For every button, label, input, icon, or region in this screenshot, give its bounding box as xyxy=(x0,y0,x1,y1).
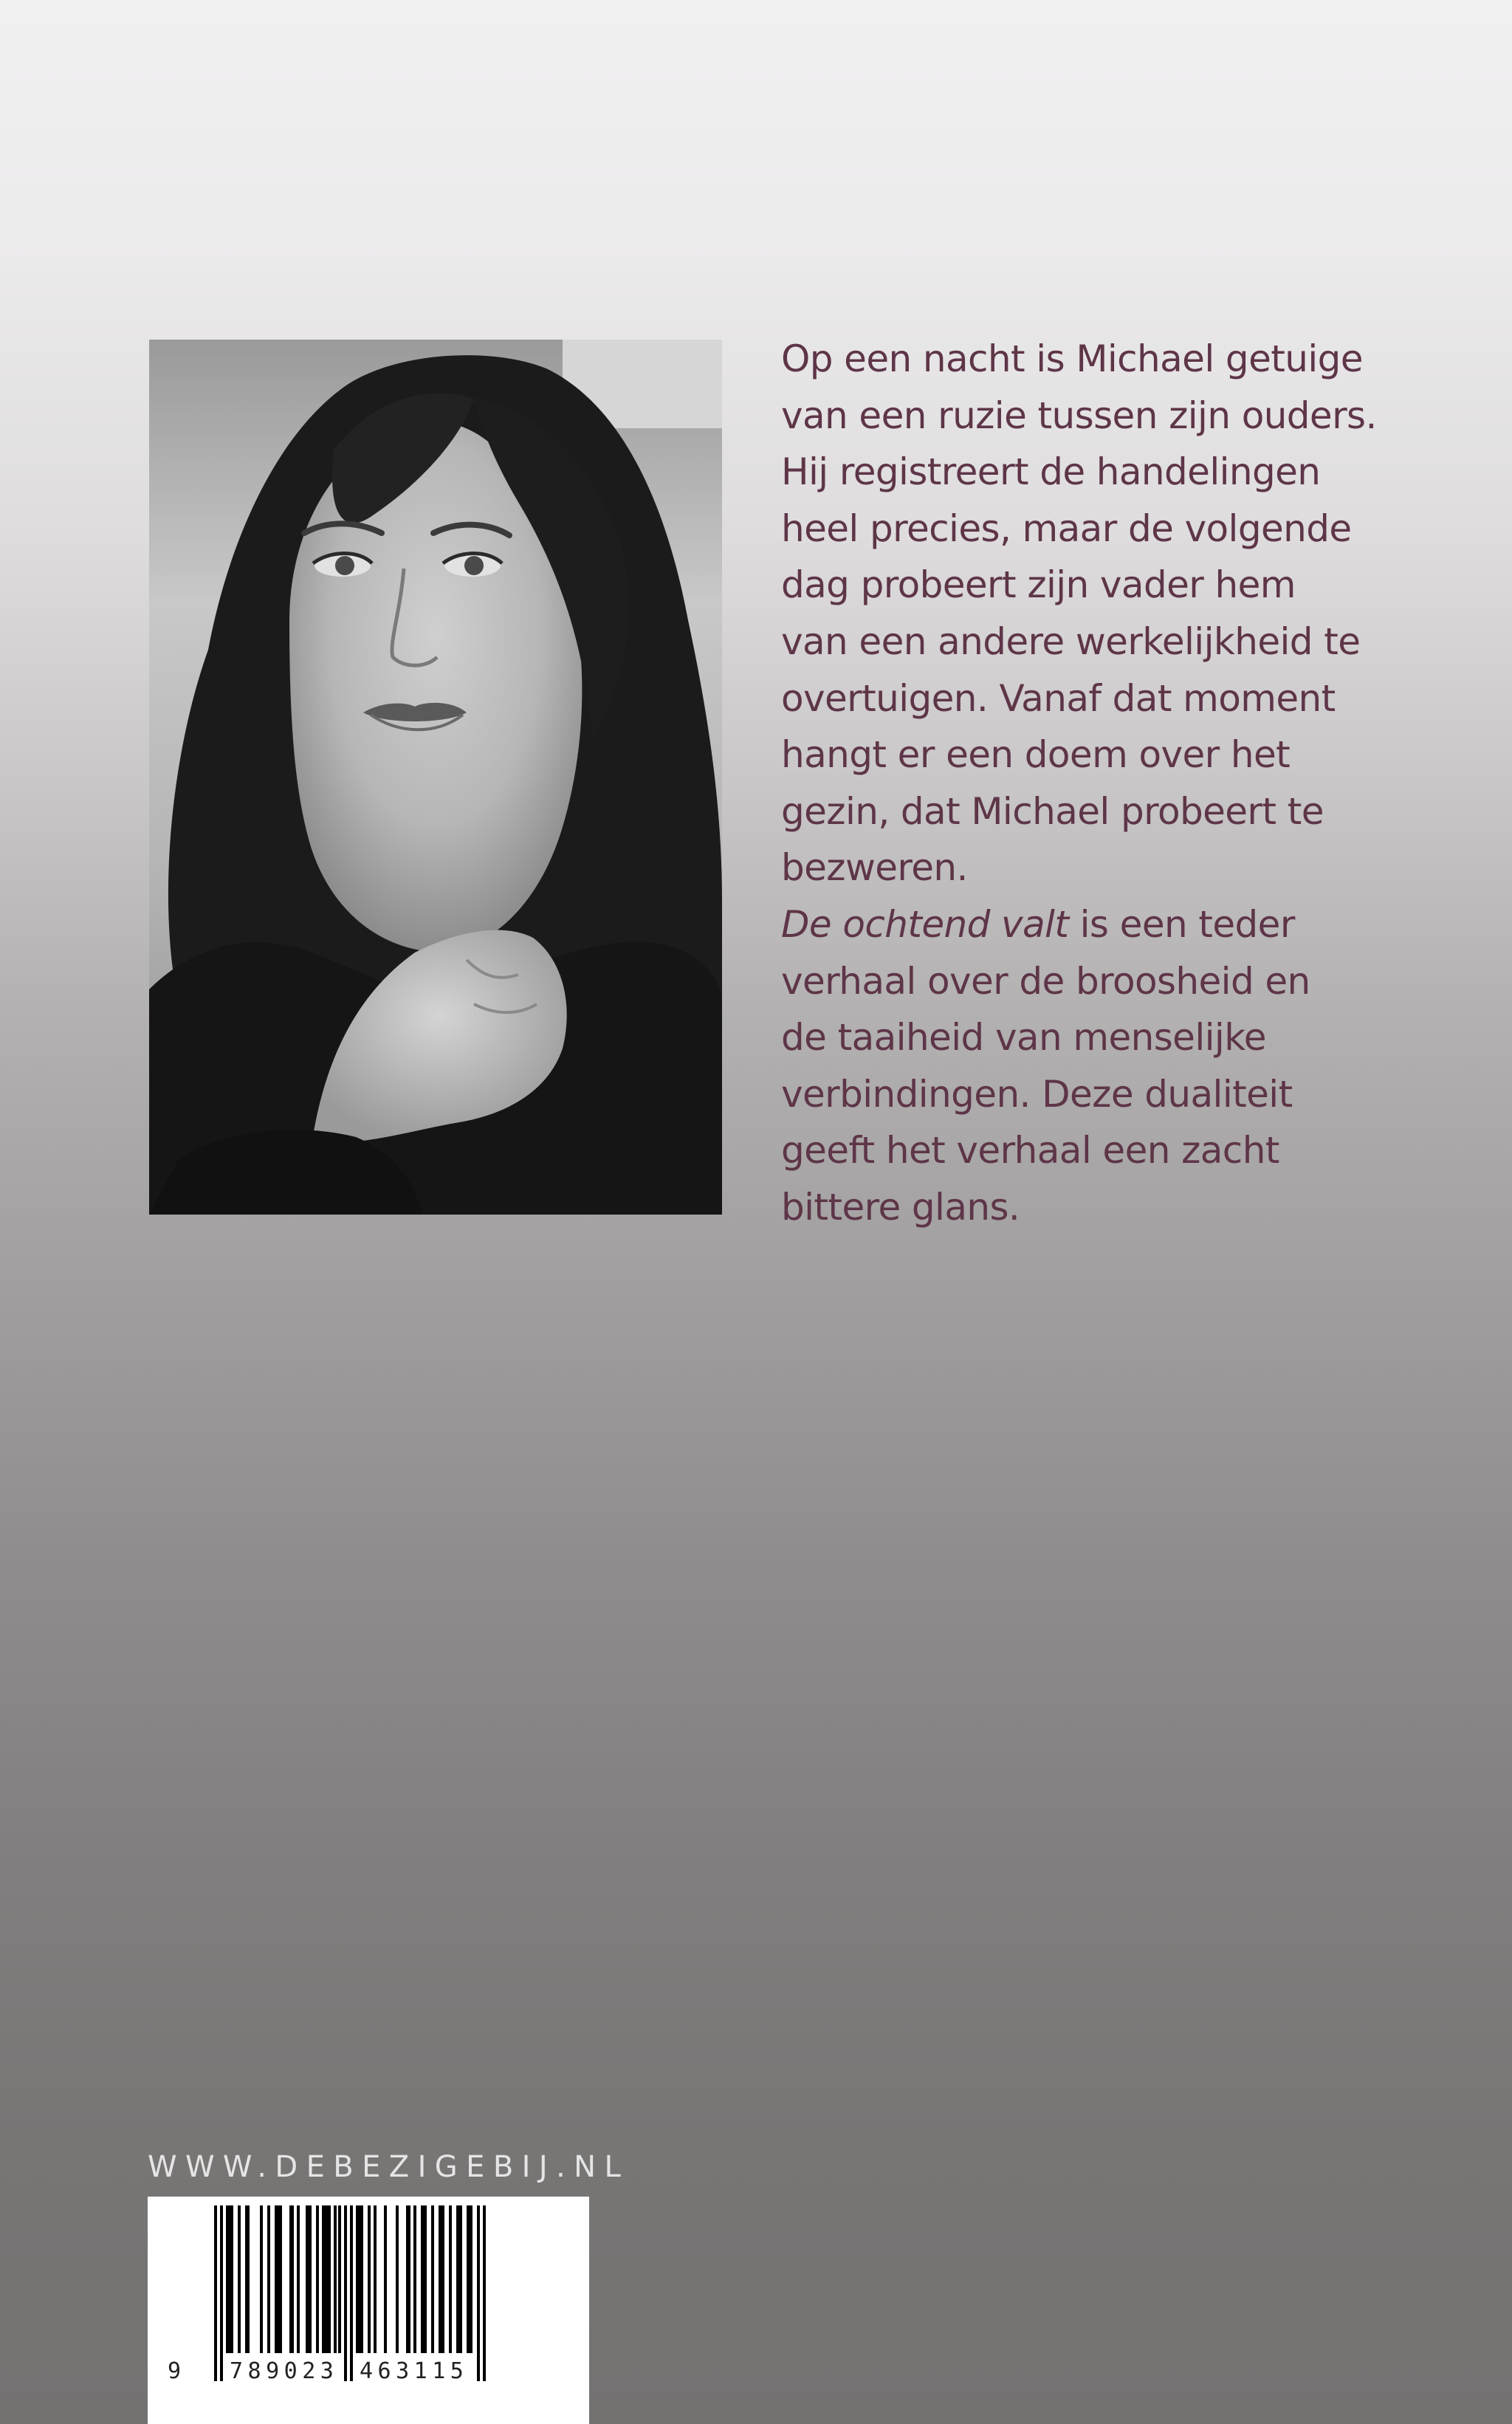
barcode-bars-icon xyxy=(148,2197,589,2381)
blurb-line: verhaal over de broosheid en xyxy=(781,959,1310,1003)
blurb-line: gezin, dat Michael probeert te xyxy=(781,789,1324,833)
book-blurb xyxy=(781,331,1446,1236)
isbn-barcode xyxy=(148,2197,589,2424)
blurb-line: bittere glans. xyxy=(781,1185,1020,1229)
blurb-line-title xyxy=(781,896,1446,953)
blurb-line: bezweren. xyxy=(781,846,968,890)
blurb-line-rest: is een teder xyxy=(1068,902,1295,946)
portrait-image xyxy=(149,340,722,1215)
blurb-line: Op een nacht is Michael getuige xyxy=(781,337,1363,380)
blurb-line: de taaiheid van menselijke xyxy=(781,1016,1266,1060)
isbn-digits xyxy=(148,2358,589,2388)
blurb-line: dag probeert zijn vader hem xyxy=(781,563,1296,607)
blurb-line: overtuigen. Vanaf dat moment xyxy=(781,676,1336,720)
isbn-left-group: 789023 xyxy=(230,2358,339,2384)
blurb-line: geeft het verhaal een zacht xyxy=(781,1129,1279,1172)
book-title-italic: De ochtend valt xyxy=(781,902,1069,946)
publisher-url: WWW.DEBEZIGEBIJ.NL xyxy=(148,2150,630,2184)
blurb-line: heel precies, maar de volgende xyxy=(781,507,1352,550)
isbn-right-group: 463115 xyxy=(360,2358,469,2384)
isbn-first-digit: 9 xyxy=(168,2358,182,2384)
blurb-line: van een andere werkelijkheid te xyxy=(781,619,1361,663)
blurb-line: verbindingen. Deze dualiteit xyxy=(781,1072,1293,1116)
blurb-line: Hij registreert de handelingen xyxy=(781,450,1321,494)
blurb-line: hangt er een doem over het xyxy=(781,733,1291,777)
blurb-line: van een ruzie tussen zijn ouders. xyxy=(781,394,1377,437)
author-photo xyxy=(149,340,722,1215)
